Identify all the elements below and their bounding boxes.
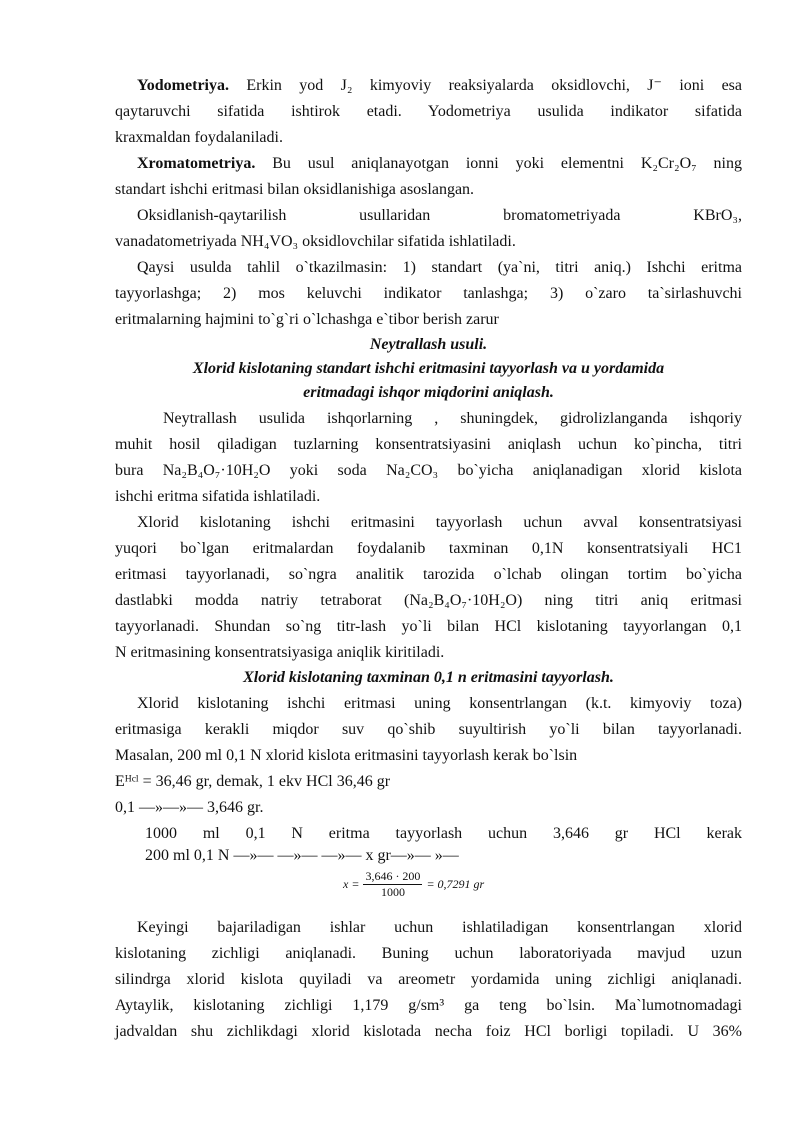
subsection-heading: Xlorid kislotaning taxminan 0,1 n eritmasini tayyorlash. <box>243 669 614 686</box>
text-line: tayyorlashga; 2) mos keluvchi indikator tanlashga; 3) o`zaro ta`sirlashuvchi <box>115 285 742 302</box>
text-line: eritmasi tayyorlanadi, so`ngra analitik tarozida o`lchab olingan tortim bo`yicha <box>115 566 742 583</box>
text-line: 200 ml 0,1 N —»— —»— —»— x gr—»— »— <box>145 847 459 864</box>
formula-lhs: x = <box>343 876 360 891</box>
text-line: tayyorlanadi. Shundan so`ng titr-lash yo`li bilan HCl kislotaning tayyorlangan 0,1 <box>115 618 742 635</box>
text-line: N eritmasining konsentratsiyasiga aniqlik kiritiladi. <box>115 644 445 661</box>
text-line: Xlorid kislotaning ishchi eritmasini tayyorlash uchun avval konsentratsiyasi <box>137 514 742 531</box>
paragraph-yodometriya-line <box>137 74 742 98</box>
text-line: ishchi eritma sifatida ishlatiladi. <box>115 488 321 505</box>
text-line: qaytaruvchi sifatida ishtirok etadi. Yodometriya usulida indikator sifatida <box>115 103 742 120</box>
subsection-heading-line2: eritmadagi ishqor miqdorini aniqlash. <box>303 384 554 401</box>
text-line: bura Na₂B₄O₇·10H₂O yoki soda Na₂CO₃ bo`yicha aniqlanadigan xlorid kislota <box>115 462 742 479</box>
section-heading: Neytrallash usuli. <box>369 336 488 353</box>
text-line: yuqori bo`lgan eritmalardan foydalanib taxminan 0,1N konsentratsiyali HC1 <box>115 540 742 557</box>
formula <box>343 866 484 902</box>
text-line: Xlorid kislotaning ishchi eritmasi uning konsentrlangan (k.t. kimyoviy toza) <box>137 695 742 712</box>
formula-denominator: 1000 <box>380 884 405 899</box>
text-line: Oksidlanish-qaytarilish usullaridan bromatometriyada KBrO₃, <box>137 207 742 224</box>
text-line: Keyingi bajariladigan ishlar uchun ishlatiladigan konsentrlangan xlorid <box>137 919 742 936</box>
text-line: dastlabki modda natriy tetraborat (Na₂B₄O₇·10H₂O) ning titri aniq eritmasi <box>115 592 742 609</box>
term-yodometriya: Yodometriya. <box>137 77 229 94</box>
text: Erkin yod J₂ kimyoviy reaksiyalarda oksidlovchi, J⁻ ioni esa <box>246 77 743 94</box>
text-line: Eᴴᶜˡ = 36,46 gr, demak, 1 ekv HCl 36,46 gr <box>115 773 391 790</box>
text-line: eritmasiga kerakli miqdor suv qo`shib suyultirish yo`li bilan tayyorlanadi. <box>115 721 742 738</box>
text-line: jadvaldan shu zichlikdagi xlorid kislotada necha foiz HCl borligi topiladi. U 36% <box>115 1023 742 1040</box>
text: Bu usul aniqlanayotgan ionni yoki elementni K₂Cr₂O₇ ning <box>272 155 742 172</box>
formula-rhs: = 0,7291 gr <box>426 876 485 891</box>
text-line: standart ishchi eritmasi bilan oksidlanishiga asoslangan. <box>115 181 475 198</box>
text-line: vanadatometriyada NH₄VO₃ oksidlovchilar sifatida ishlatiladi. <box>115 233 516 250</box>
text-line: Neytrallash usulida ishqorlarning , shuningdek, gidrolizlanganda ishqoriy <box>163 410 742 427</box>
paragraph-xromatometriya-line <box>137 152 742 176</box>
text-line: Masalan, 200 ml 0,1 N xlorid kislota eritmasini tayyorlash kerak bo`lsin <box>115 747 578 764</box>
text-line: kislotaning zichligi aniqlanadi. Buning uchun laboratoriyada mavjud uzun <box>115 945 742 962</box>
subsection-heading-line1: Xlorid kislotaning standart ishchi eritmasini tayyorlash va u yordamida <box>192 360 665 377</box>
term-xromatometriya: Xromatometriya. <box>137 155 256 172</box>
text-line: muhit hosil qiladigan tuzlarning konsentratsiyasini aniqlash uchun ko`pincha, titri <box>115 436 742 453</box>
formula-numerator: 3,646 · 200 <box>365 868 421 883</box>
text-line: kraxmaldan foydalaniladi. <box>115 129 283 146</box>
text-line: 1000 ml 0,1 N eritma tayyorlash uchun 3,646 gr HCl kerak <box>145 825 742 842</box>
text-line: 0,1 —»—»— 3,646 gr. <box>115 799 264 816</box>
text-line: eritmalarning hajmini to`g`ri o`lchashga e`tibor berish zarur <box>115 311 499 328</box>
text-line: Qaysi usulda tahlil o`tkazilmasin: 1) standart (ya`ni, titri aniq.) Ishchi eritma <box>137 259 742 276</box>
text-line: silindrga xlorid kislota quyiladi va areometr yordamida uning zichligi aniqlanadi. <box>115 971 742 988</box>
formula-fraction <box>363 869 422 900</box>
text-line: Aytaylik, kislotaning zichligi 1,179 g/sm³ ga teng bo`lsin. Ma`lumotnomadagi <box>115 997 742 1014</box>
